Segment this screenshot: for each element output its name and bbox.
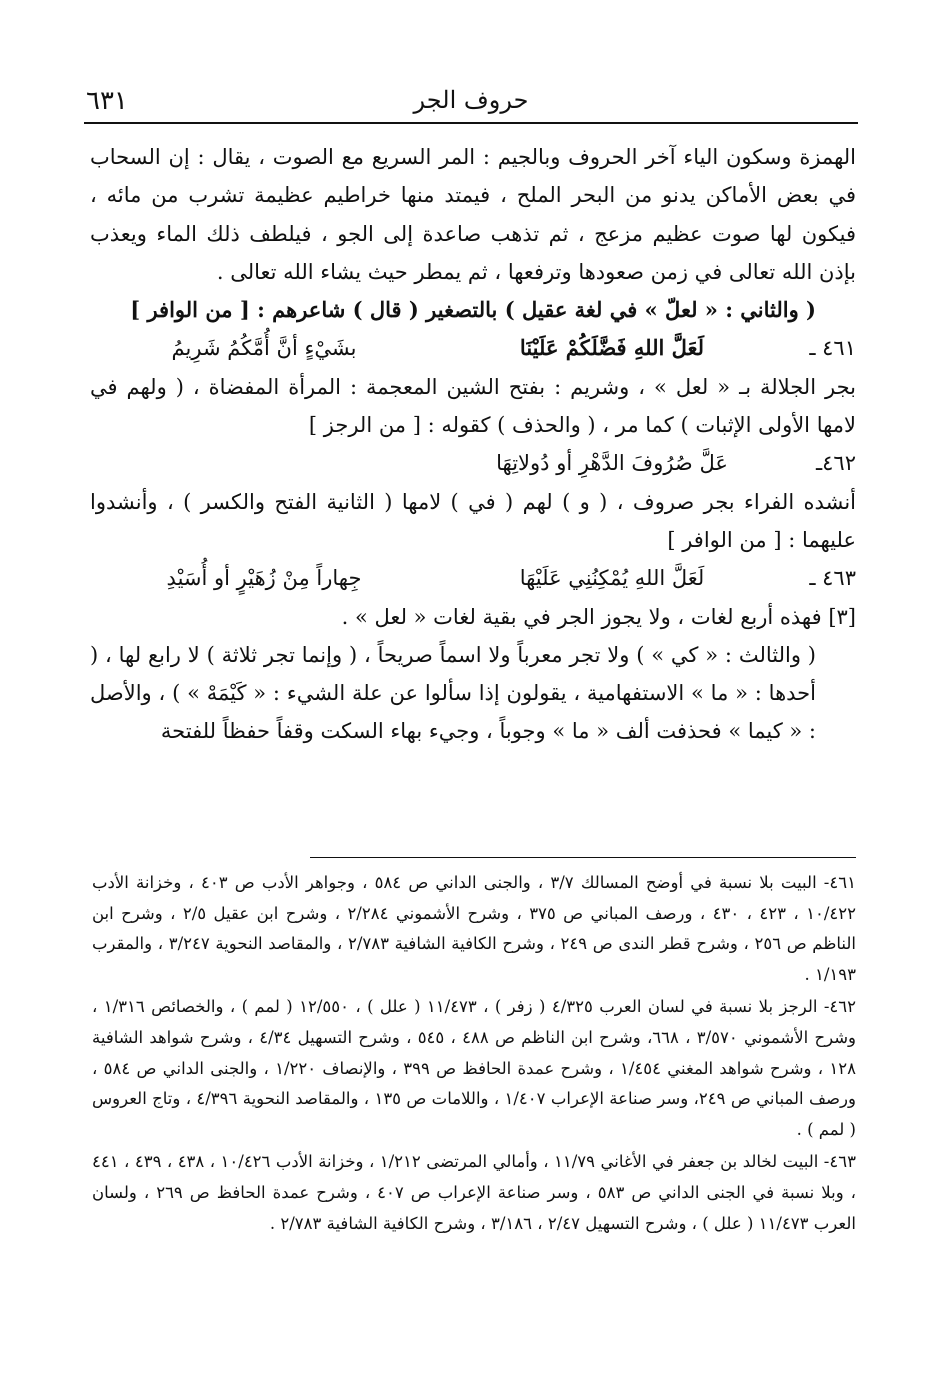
verse-hemistich-1: عَلَّ صُرُوفَ الدَّهْرِ أو دُولاتِهَا — [496, 451, 728, 476]
verse-number: ٤٦٣ ـ — [809, 566, 856, 591]
verse-463 — [90, 559, 856, 597]
paragraph-5: [٣] فهذه أربع لغات ، ولا يجوز الجر في بقية لغات « لعل » . — [341, 604, 856, 629]
verse-hemistich-2: بشَيْءٍ أنَّ أُمَّكُمُ شَرِيمُ — [171, 336, 357, 361]
footnote-463: ٤٦٣- البيت لخالد بن جعفر في الأغاني ١١/٧٩ ، وأمالي المرتضى ١/٢١٢ ، وخزانة الأدب ١٠/٤٢٦ ، ٤٣٨ ، ٤٣٩ ، ٤٤١ ، وبلا نسبة في الجنى الداني ص ٥٨٣ ، وسر صناعة الإعراب ص ٤٠٧ ، وشرح عمدة الحافظ ص ٢٦٩ ، ولسان العرب ١١/٤٧٣ ( علل ) ، وشرح التسهيل ٢/٤٧ ، ٣/١٨٦ ، وشرح الكافية الشافية ٢/٧٨٣ . — [92, 1152, 856, 1233]
verse-hemistich-1: لَعَلَّ اللهِ يُمْكِنُنِي عَلَيْهَا — [519, 566, 705, 591]
footnotes — [92, 868, 856, 1241]
verse-hemistich-1: لَعَلَّ اللهِ فَضَّلَكُمْ عَلَيْنَا — [519, 335, 705, 361]
paragraph-3: بجر الجلالة بـ « لعل » ، وشريم : بفتح الشين المعجمة : المرأة المفضاة ، ( ولهم في لامها الأولى الإثبات ) كما مر ، ( والحذف ) كقوله : [ من الرجز ] — [90, 374, 856, 438]
verse-hemistich-2: جِهاراً مِنْ زُهَيْرٍ أو أُسَيْدِ — [166, 566, 362, 591]
verse-number: ٤٦١ ـ — [809, 336, 856, 361]
paragraph-4: أنشده الفراء بجر صروف ، ( و ) لهم ( في ) لامها ( الثانية الفتح والكسر ) ، وأنشدوا عليهما : [ من الوافر ] — [90, 489, 856, 552]
paragraph-6: ( والثالث : « كي » ) ولا تجر معرباً ولا اسماً صريحاً ، ( وإنما تجر ثلاثة ) لا رابع لها ، ( أحدها : « ما » الاستفهامية ، يقولون إذا سألوا عن علة الشيء : « كَيْمَهْ » ) ، والأصل : « كيما » فحذفت ألف « ما » وجوباً ، وجيء بهاء السكت وقفاً حفظاً للفتحة — [90, 642, 816, 744]
page-number: ٦٣١ — [86, 86, 128, 116]
footnote-462: ٤٦٢- الرجز بلا نسبة في لسان العرب ٤/٣٢٥ ( زفر ) ، ١١/٤٧٣ ( علل ) ، ١٢/٥٥٠ ( لمم ) ، والخصائص ١/٣١٦ ، وشرح الأشموني ٣/٥٧٠ ، ٦٦٨، وشرح ابن الناظم ص ٤٨٨ ، ٥٤٥ ، وشرح التسهيل ٤/٣٤ ، وشرح شواهد الشافية ١٢٨ ، وشرح شواهد المغني ١/٤٥٤ ، وشرح عمدة الحافظ ص ٣٩٩ ، والإنصاف ١/٢٢٠ ، والجنى الداني ص ٥٨٤ ، ورصف المباني ص ٢٤٩، وسر صناعة الإعراب ١/٤٠٧ ، واللامات ص ١٣٥ ، والمقاصد النحوية ٤/٣٩٦ ، وتاج العروس ( لمم ) . — [92, 997, 857, 1139]
main-text — [90, 138, 856, 751]
footnote-separator — [310, 857, 856, 858]
footnote-461: ٤٦١- البيت بلا نسبة في أوضح المسالك ٣/٧ ، والجنى الداني ص ٥٨٤ ، وجواهر الأدب ص ٤٠٣ ، وخزانة الأدب ١٠/٤٢٢ ، ٤٢٣ ، ٤٣٠ ، ورصف المباني ص ٣٧٥ ، وشرح الأشموني ٢/٢٨٤ ، وشرح ابن عقيل ٢/٥ ، وشرح ابن الناظم ص ٢٥٦ ، وشرح قطر الندى ص ٢٤٩ ، وشرح الكافية الشافية ٢/٧٨٣ ، والمقاصد النحوية ٣/٢٤٧ ، والمقرب ١/١٩٣ . — [92, 873, 857, 984]
paragraph-2: ( والثاني : « لعلّ » في لغة عقيل ) بالتصغير ( قال ) شاعرهم : [ من الوافر ] — [130, 297, 816, 323]
verse-number: ٤٦٢ـ — [816, 451, 856, 476]
chapter-title: حروف الجر — [413, 86, 529, 114]
verse-462 — [90, 444, 856, 482]
paragraph-1: الهمزة وسكون الياء آخر الحروف وبالجيم : المر السريع مع الصوت ، يقال : إن السحاب في بعض الأماكن يدنو من البحر الملح ، فيمتد منها خراطيم عظيمة تشرب من مائه ، فيكون لها صوت عظيم مزعج ، ثم تذهب صاعدة إلى الجو ، فيلطف ذلك الماء ويعذب بإذن الله تعالى في زمن صعودها وترفعها ، ثم يمطر حيث يشاء الله تعالى . — [90, 145, 856, 284]
running-header — [86, 86, 856, 118]
header-rule — [84, 122, 858, 124]
verse-461 — [90, 329, 856, 367]
